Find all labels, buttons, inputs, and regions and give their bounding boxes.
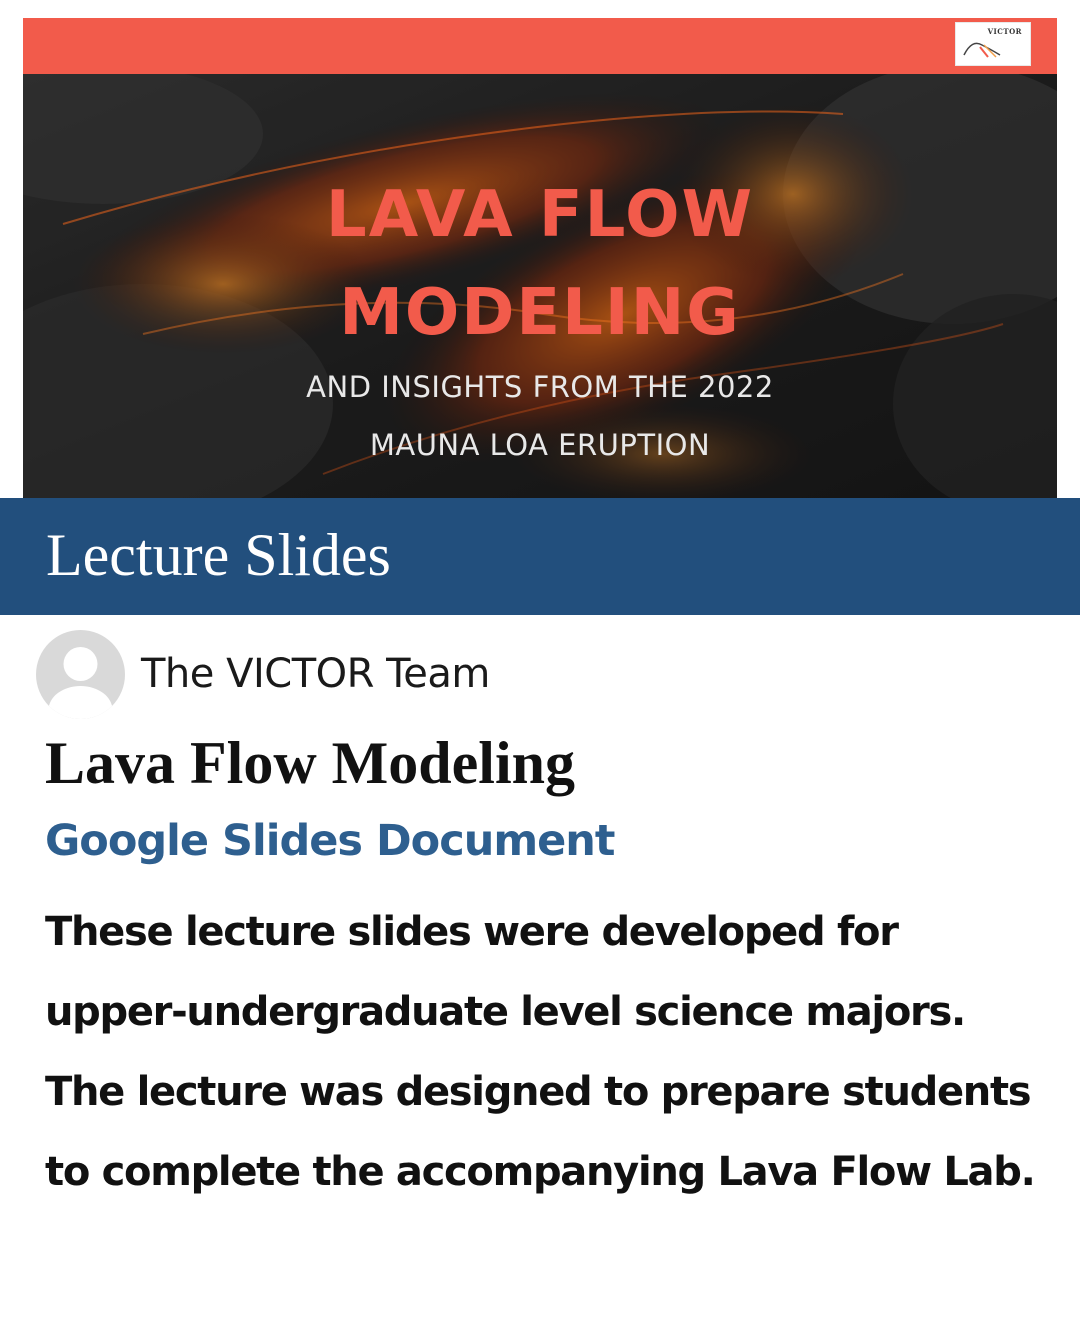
slide-subtitle-line: AND INSIGHTS FROM THE 2022 <box>306 370 774 404</box>
description-line: upper-undergraduate level science majors. <box>45 989 965 1035</box>
slide-title <box>23 166 1057 362</box>
document-type-link[interactable]: Google Slides Document <box>45 816 615 866</box>
slide-thumbnail[interactable] <box>23 18 1057 498</box>
slide-text <box>23 74 1057 498</box>
slide-title-line: MODELING <box>339 276 741 350</box>
description-line: The lecture was designed to prepare students <box>45 1069 1031 1115</box>
description-line: These lecture slides were developed for <box>45 909 898 955</box>
victor-logo <box>955 22 1031 66</box>
slide-subtitle <box>23 358 1057 474</box>
section-banner <box>0 498 1080 615</box>
slide-title-line: LAVA FLOW <box>325 178 755 252</box>
description-line: to complete the accompanying Lava Flow Lab. <box>45 1149 1035 1195</box>
volcano-logo-icon <box>962 33 1002 59</box>
section-title: Lecture Slides <box>46 522 391 588</box>
author-row[interactable] <box>36 629 490 719</box>
document-title[interactable]: Lava Flow Modeling <box>45 730 576 796</box>
logo-text: VICTOR <box>987 27 1022 36</box>
slide-subtitle-line: MAUNA LOA ERUPTION <box>369 428 711 462</box>
document-description <box>45 892 1065 1212</box>
slide-header-bar <box>23 18 1057 74</box>
author-name[interactable]: The VICTOR Team <box>141 651 490 697</box>
user-avatar-icon[interactable] <box>36 630 125 719</box>
